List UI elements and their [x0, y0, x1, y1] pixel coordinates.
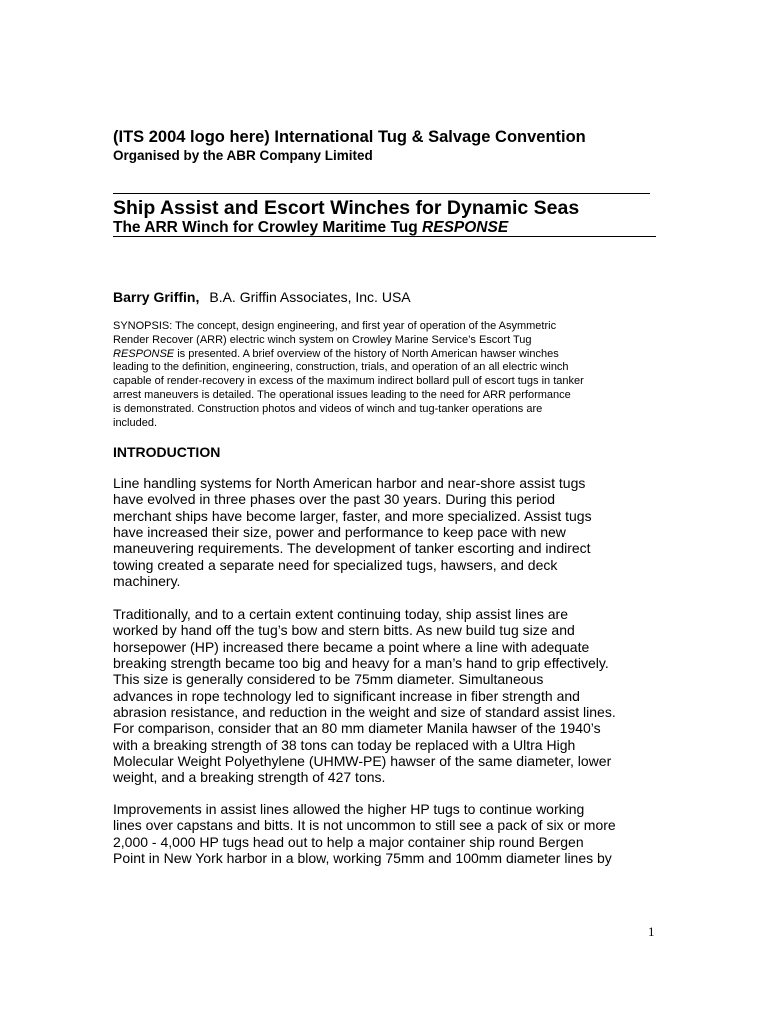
introduction-paragraph-2 — [113, 606, 658, 786]
title-rule-bottom — [113, 236, 656, 237]
paragraph-line: maneuvering requirements. The development of tanker escorting and indirect — [113, 540, 591, 557]
section-heading-introduction: INTRODUCTION — [113, 444, 221, 460]
paragraph-line: For comparison, consider that an 80 mm diameter Manila hawser of the 1940’s — [113, 720, 601, 737]
convention-title: (ITS 2004 logo here) International Tug & Salvage Convention — [113, 128, 586, 146]
paragraph-line: abrasion resistance, and reduction in the weight and size of standard assist lines. — [113, 704, 616, 721]
paragraph-line: Traditionally, and to a certain extent continuing today, ship assist lines are — [113, 606, 568, 622]
paragraph-line: machinery. — [113, 573, 181, 590]
introduction-paragraph-1 — [113, 475, 658, 589]
paper-title: Ship Assist and Escort Winches for Dynamic Seas — [113, 197, 580, 219]
paragraph-line: advances in rope technology led to significant increase in fiber strength and — [113, 687, 580, 704]
synopsis-line: leading to the definition, engineering, construction, trials, and operation of an all electric winch — [113, 361, 569, 374]
paper-subtitle-prefix: The ARR Winch for Crowley Maritime Tug — [113, 219, 423, 236]
paragraph-line: with a breaking strength of 38 tons can today be replaced with a Ultra High — [113, 736, 576, 753]
paragraph-line: have evolved in three phases over the past 30 years. During this period — [113, 491, 556, 508]
paragraph-line: 2,000 - 4,000 HP tugs head out to help a major container ship round Bergen — [113, 833, 584, 850]
synopsis-line: Render Recover (ARR) electric winch system on Crowley Marine Service’s Escort Tug — [113, 333, 532, 346]
paragraph-line: Improvements in assist lines allowed the higher HP tugs to continue working — [113, 801, 585, 817]
paragraph-line: merchant ships have become larger, faster, and more specialized. Assist tugs — [113, 507, 592, 524]
synopsis-line: included. — [113, 416, 158, 429]
synopsis — [113, 320, 658, 430]
paragraph-line: Point in New York harbor in a blow, working 75mm and 100mm diameter lines by — [113, 850, 612, 867]
paragraph-line: have increased their size, power and performance to keep pace with new — [113, 524, 566, 541]
paragraph-line: towing created a separate need for specialized tugs, hawsers, and deck — [113, 556, 558, 573]
synopsis-line: capable of render-recovery in excess of the maximum indirect bollard pull of escort tugs in tanker — [113, 375, 584, 388]
page-number: 1 — [648, 924, 655, 939]
author-affiliation: B.A. Griffin Associates, Inc. USA — [209, 289, 411, 305]
paper-subtitle-vessel: RESPONSE — [422, 219, 509, 236]
author-line — [113, 289, 411, 305]
synopsis-vessel-name: RESPONSE — [113, 347, 175, 360]
synopsis-line-text: is presented. A brief overview of the history of North American hawser winches — [174, 347, 559, 360]
introduction-paragraph-3 — [113, 801, 658, 866]
title-rule-top — [113, 193, 650, 194]
synopsis-line — [113, 348, 658, 362]
author-name: Barry Griffin, — [113, 289, 200, 305]
paragraph-line: This size is generally considered to be 75mm diameter. Simultaneous — [113, 671, 544, 688]
paragraph-line: weight, and a breaking strength of 427 tons. — [113, 769, 386, 786]
synopsis-line: arrest maneuvers is detailed. The operational issues leading to the need for ARR performance — [113, 388, 571, 401]
paragraph-line: horsepower (HP) increased there became a point where a line with adequate — [113, 638, 590, 655]
paper-subtitle — [113, 219, 508, 237]
paragraph-line: lines over capstans and bitts. It is not uncommon to still see a pack of six or more — [113, 817, 616, 834]
paragraph-line: Molecular Weight Polyethylene (UHMW-PE) hawser of the same diameter, lower — [113, 753, 612, 770]
paragraph-line: breaking strength became too big and heavy for a man’s hand to grip effectively. — [113, 655, 609, 672]
paragraph-line: Line handling systems for North American harbor and near-shore assist tugs — [113, 475, 586, 491]
synopsis-line: is demonstrated. Construction photos and videos of winch and tug-tanker operations are — [113, 402, 543, 415]
organiser-line: Organised by the ABR Company Limited — [113, 148, 373, 163]
synopsis-line: SYNOPSIS: The concept, design engineering, and first year of operation of the Asymmetric — [113, 320, 557, 332]
paragraph-line: worked by hand off the tug’s bow and stern bitts. As new build tug size and — [113, 622, 575, 639]
